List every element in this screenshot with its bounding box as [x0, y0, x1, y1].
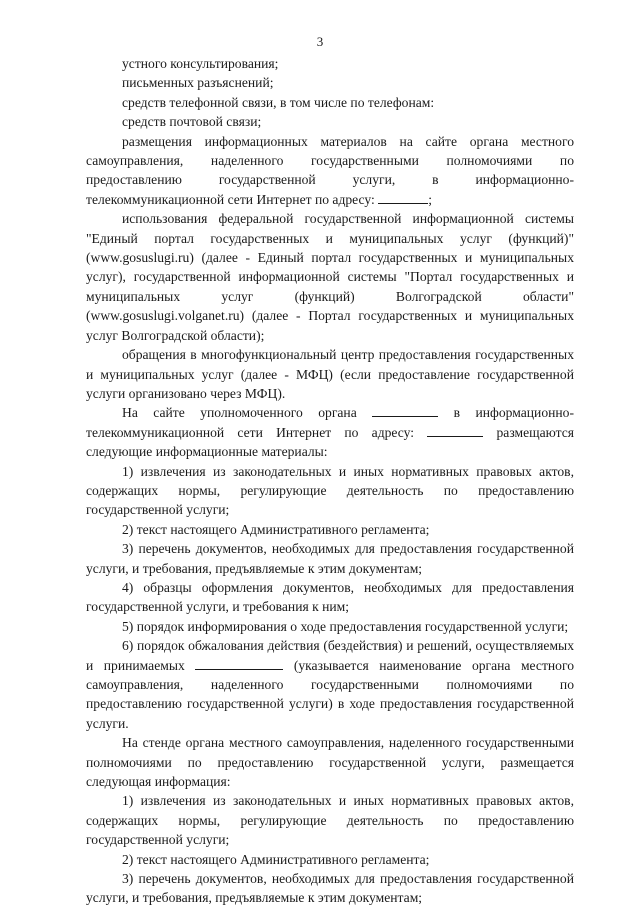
paragraph-written: письменных разъяснений; [122, 75, 274, 91]
paragraph-authority-site [86, 403, 574, 461]
authority-blank [372, 404, 438, 417]
list-item-4: 4) образцы оформления документов, необходимых для предоставления государственной услуги, и требования к ним; [86, 579, 574, 615]
site-address-blank [427, 424, 483, 437]
paragraph-epgu: использования федеральной государственной информационной системы "Единый портал государственных и муниципальных услуг (функций)" (www.gosuslugi.ru) (далее - Единый портал государственных и муниципальных услуг), государственной информационной системы "Портал государственных и муниципальных услуг (функций) Волгоградской области" (www.gosuslugi.volganet.ru) (далее - Портал государственных и муниципальных услуг Волгоградской области); [86, 211, 574, 343]
paragraph-website [86, 132, 574, 210]
paragraph-authority-site-a: На сайте уполномоченного органа [122, 405, 357, 421]
paragraph-website-text: размещения информационных материалов на сайте органа местного самоуправления, наделенного государственными полномочиями по предоставлению государственной услуги, в информационно-телекоммуникационной сети Интернет по адресу: [86, 133, 574, 207]
page-number: 3 [316, 34, 324, 49]
paragraph-authority-site-b: в информационно-телекоммуникационной сети Интернет по адресу: [86, 405, 574, 440]
paragraph-post: средств почтовой связи; [122, 114, 262, 130]
stand-item-3: 3) перечень документов, необходимых для предоставления государственной услуги, и требования, предъявляемые к этим документам; [86, 871, 574, 906]
list-item-2: 2) текст настоящего Административного регламента; [122, 521, 430, 537]
paragraph-stand: На стенде органа местного самоуправления, наделенного государственными полномочиями по предоставлению государственной услуги, размещается следующая информация: [86, 735, 574, 790]
list-item-5: 5) порядок информирования о ходе предоставления государственной услуги; [122, 618, 569, 634]
list-item-6-b: (указывается наименование органа местного самоуправления, наделенного государственными полномочиями по предоставлению государственной услуги) в ходе предоставления государственной услуги. [86, 657, 575, 731]
list-item-6-a: 6) порядок обжалования действия (бездействия) и решений, осуществляемых и принимаемых [86, 638, 574, 673]
address-blank [378, 191, 428, 204]
paragraph-authority-site-c: размещаются следующие информационные материалы: [86, 424, 574, 460]
document-body [86, 54, 574, 908]
paragraph-phone: средств телефонной связи, в том числе по телефонам: [122, 94, 435, 110]
paragraph-website-end: ; [428, 191, 432, 207]
stand-item-2: 2) текст настоящего Административного регламента; [122, 851, 430, 867]
paragraph-mfc: обращения в многофункциональный центр предоставления государственных и муниципальных услуг (далее - МФЦ) (если предоставление государственной услуги организовано через МФЦ). [86, 347, 574, 401]
stand-item-1: 1) извлечения из законодательных и иных нормативных правовых актов, содержащих нормы, регулирующие деятельность по предоставлению государственной услуги; [86, 793, 574, 848]
paragraph-oral: устного консультирования; [122, 56, 279, 71]
body-blank [195, 657, 283, 670]
list-item-3: 3) перечень документов, необходимых для предоставления государственной услуги, и требования, предъявляемые к этим документам; [86, 541, 574, 576]
list-item-1: 1) извлечения из законодательных и иных нормативных правовых актов, содержащих нормы, регулирующие деятельность по предоставлению государственной услуги; [86, 463, 574, 518]
list-item-6 [86, 636, 574, 733]
